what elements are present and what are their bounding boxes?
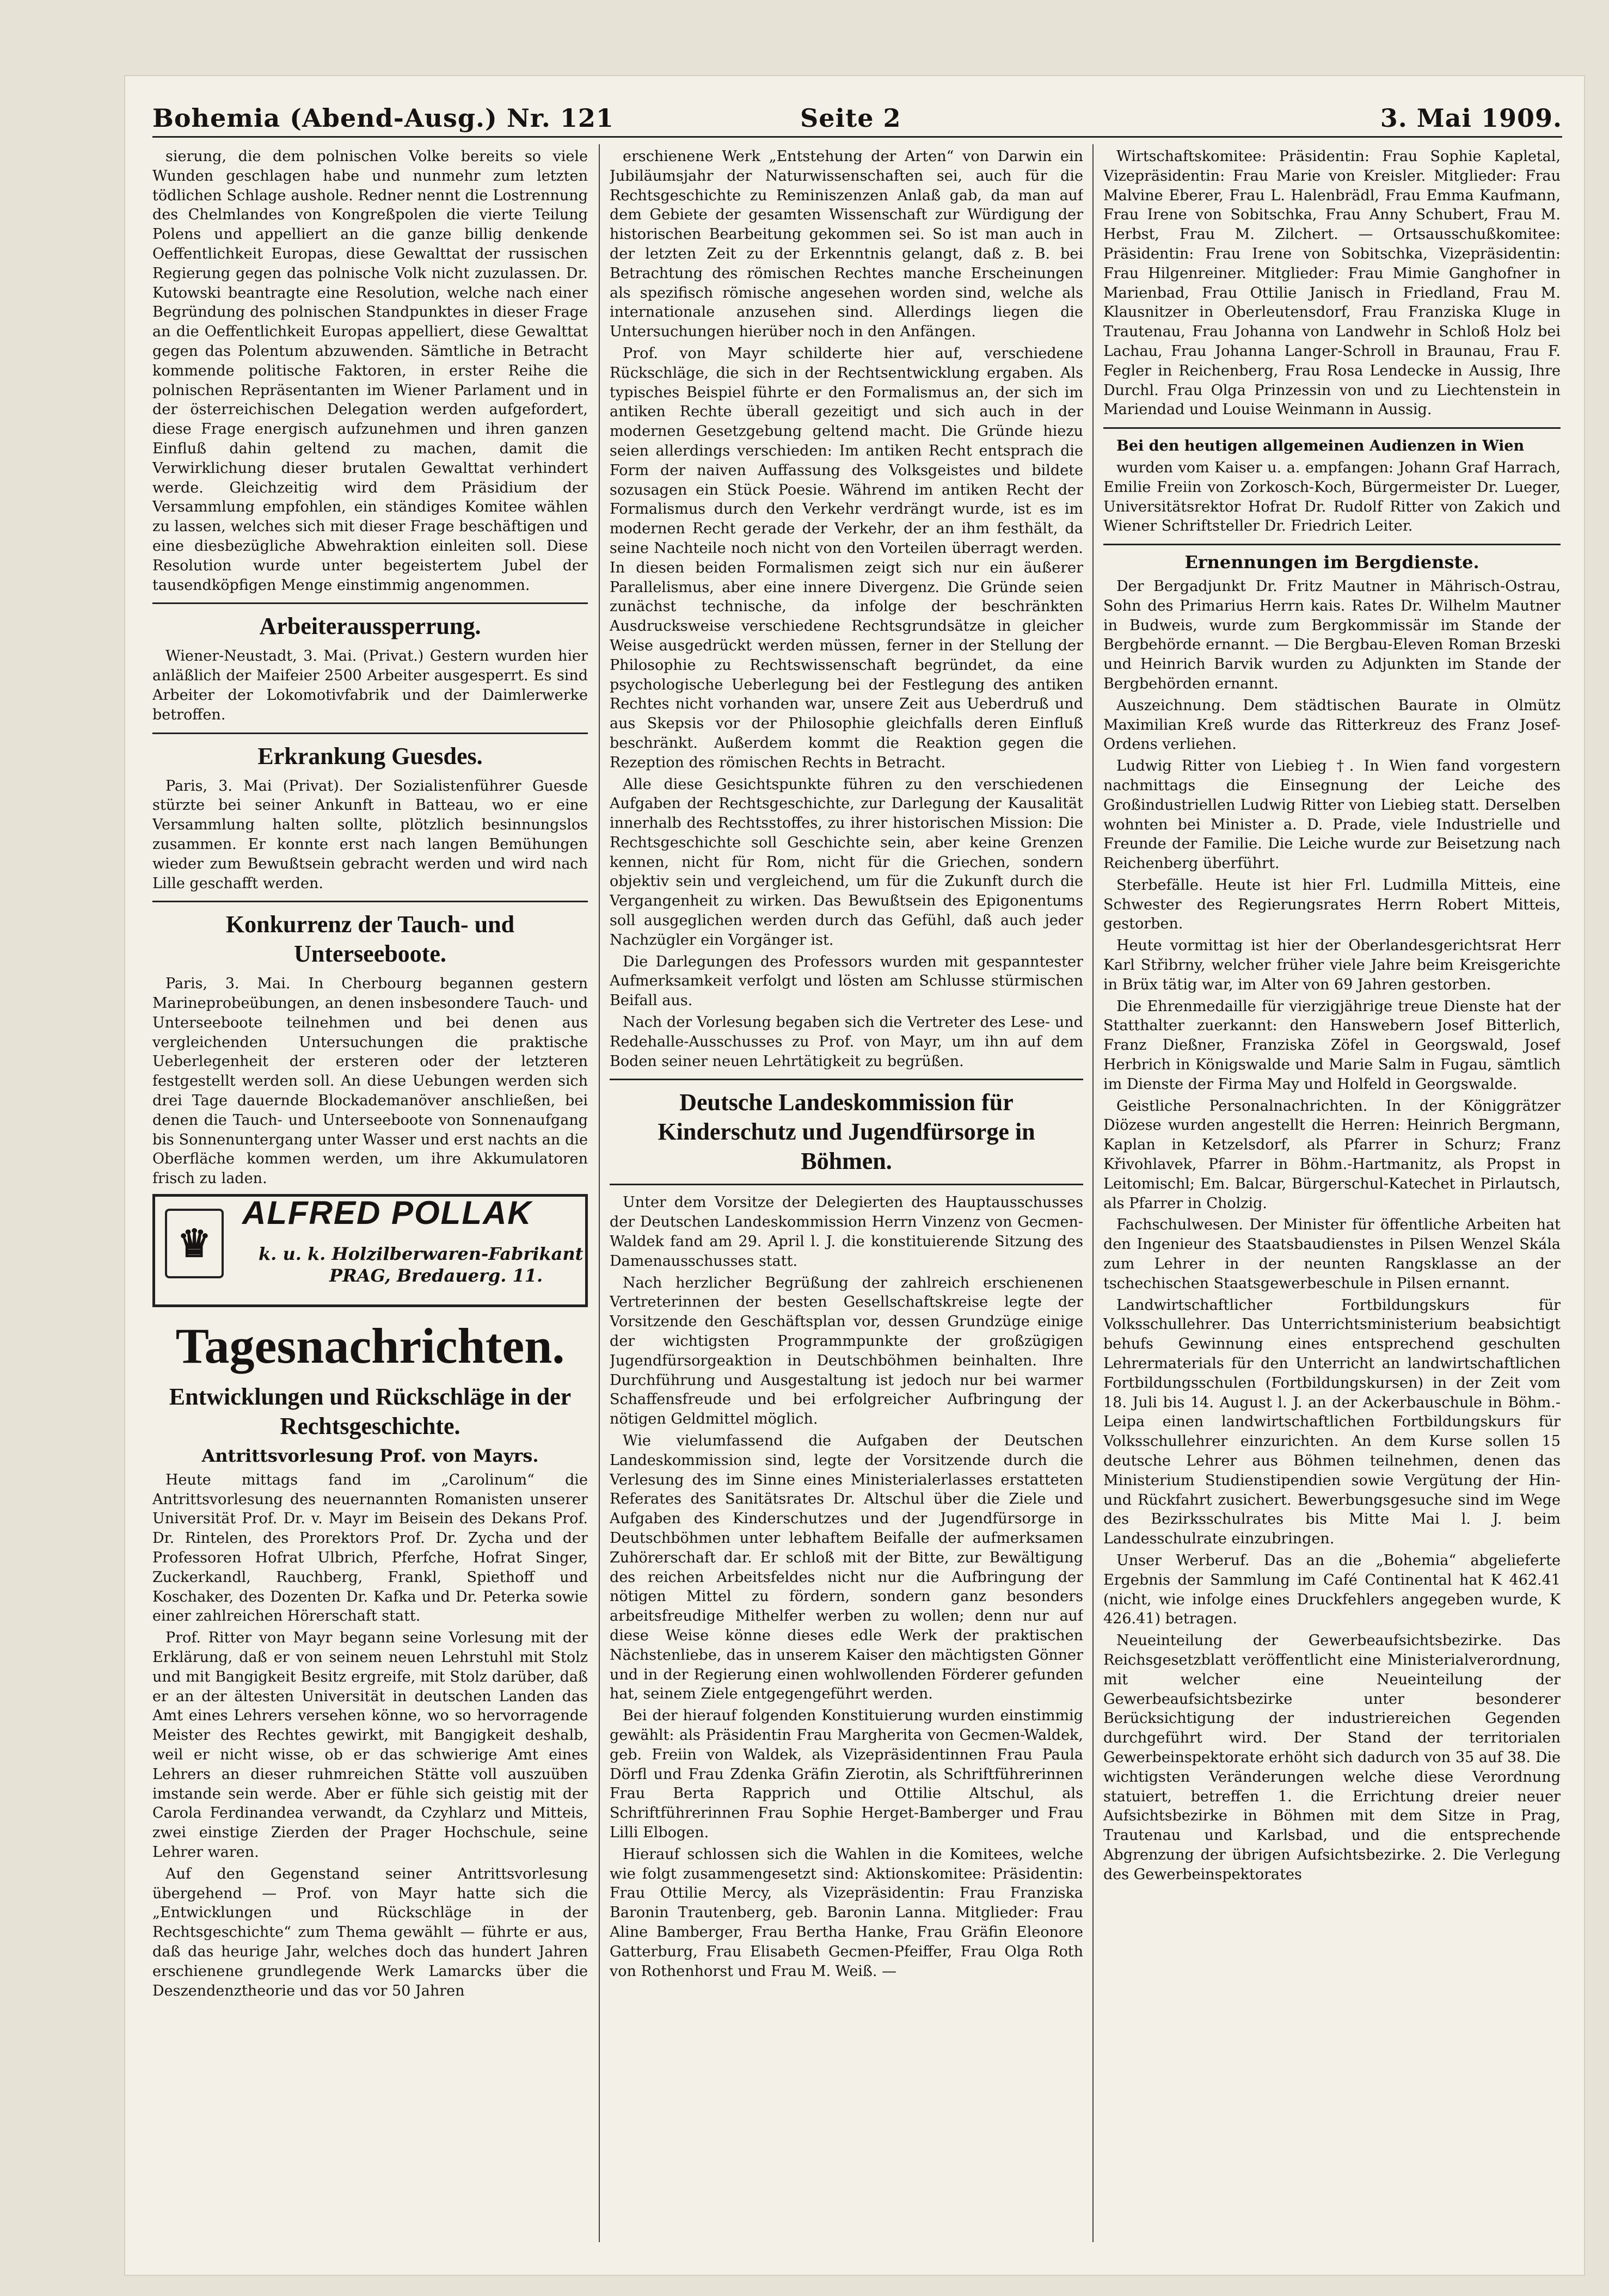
column-3 [1103,147,1561,2258]
paragraph: Die Ehrenmedaille für vierzigjährige treue Dienste hat der Statthalter zuerkannt: den Hanswebern Josef Bitterlich, Franz Dießner, Franziska Zöfel in Georgswald, Josef Herbrich in Königswalde und Marie Salm in Fugau, sämtlich im Dienste der Firma May und Holfeld in Georgswalde. [1103,998,1561,1093]
subheadline-antrittsvorlesung: Antrittsvorlesung Prof. von Mayrs. [201,1445,539,1467]
section-rule [1103,544,1561,545]
section-rule [152,901,588,902]
header-page-number: Seite 2 [800,103,901,133]
header-title: Bohemia (Abend-Ausg.) Nr. 121 [152,103,614,133]
paragraph: Auszeichnung. Dem städtischen Baurate in Olmütz Maximilian Kreß wurde das Ritterkreuz des Franz Josef-Ordens verliehen. [1103,697,1561,753]
paragraph: Paris, 3. Mai. In Cherbourg begannen gestern Marineprobeübungen, an denen insbesondere Tauch- und Unterseeboote teilnehmen und bei denen aus vergleichenden Untersuchungen die praktische Ueberlegenheit der ersteren oder der letzteren festgestellt werden soll. An diese Uebungen werden sich drei Tage dauernde Blockademanöver anschließen, bei denen die Tauch- und Unterseeboote von Sonnenaufgang bis Sonnenuntergang unter Wasser und erst nachts an die Oberfläche kommen werden, um ihre Akkumulatoren frisch zu laden. [152,975,588,1187]
paragraph: sierung, die dem polnischen Volke bereits so viele Wunden geschlagen habe und nunmehr zum letzten tödlichen Schlage aushole. Redner nennt die Lostrennung des Chelmlandes von Kongreßpolen die vierte Teilung Polens und appelliert an die ganze billig denkende Oeffentlichkeit Europas, diese Gewalttat der russischen Regierung gegen das polnische Volk nicht zuzulassen. Dr. Kutowski beantragte eine Resolution, welche nach einer Begründung des polnischen Standpunktes in dieser Frage an die Oeffentlichkeit Europas appelliert, diese Gewalttat gegen das Polentum abzuwenden. Sämtliche in Betracht kommende politische Faktoren, in erster Reihe die polnischen Repräsentanten im Wiener Parlament und in der österreichischen Delegation werden aufgefordert, diese Frage energisch aufzunehmen und ihren ganzen Einfluß dahin geltend zu machen, damit die Verwirklichung dieser brutalen Gewalttat verhindert werde. Gleichzeitig wird dem Präsidium der Versammlung empfohlen, ein ständiges Komitee wählen zu lassen, welches sich mit dieser Frage beschäftigen und eine diesbezügliche Abwehraktion einleiten soll. Diese Resolution wurde unter begeistertem Jubel der tausendköpfigen Menge einstimmig angenommen. [152,148,588,594]
column-divider [599,144,600,2242]
paragraph: Prof. von Mayr schilderte hier auf, verschiedene Rückschläge, die sich in der Rechtsentwicklung ergaben. Als typisches Beispiel führte er den Formalismus an, der sich im antiken Rechte überall gezeitigt und sich auch in der modernen Gesetzgebung geltend macht. Die Gründe hiezu seien allerdings verschieden: Im antiken Recht entsprach die Form der naiven Auffassung des Volksgeistes und bildete sozusagen ein Stück Poesie. Während im antiken Recht der Formalismus durch den Verkehr verdrängt wurde, ist es im modernen Recht gerade der Verkehr, der an ihm festhält, da seine Nachteile noch nicht von den Vorteilen überragt werden. In diesen beiden Formalismen zeigt sich nur ein äußerer Parallelismus, aber eine innere Divergenz. Die Gründe seien zunächst technische, da infolge der beschränkten Ausdrucksweise verschiedene Rechtsgrundsätze in gleicher Weise ausgedrückt werden müssen, ferner in der Stellung der Philosophie zu Rechtswissenschaft begründet, da eine psychologische Ueberlegung bei der Festlegung des antiken Rechtes nicht vorhanden war, unsere Zeit aus Ueberdruß und aus Skepsis vor der Philosophie gleichfalls deren Einfluß beschränkt. Außerdem kommt die Reaktion gegen die Rezeption des römischen Rechts in Betracht. [610,344,1083,771]
paragraph: Der Bergadjunkt Dr. Fritz Mautner in Mährisch-Ostrau, Sohn des Primarius Herrn kais. Rates Dr. Wilhelm Mautner in Budweis, wurde zum Bergkommissär im Stande der Bergbehörde ernannt. — Die Bergbau-Eleven Roman Brzeski und Heinrich Barvik wurden zu Adjunkten im Stande der Bergbehörden ernannt. [1103,577,1561,692]
header-date: 3. Mai 1909. [1380,103,1562,133]
paragraph: Geistliche Personalnachrichten. In der Königgrätzer Diözese wurden angestellt die Herren: Heinrich Bergmann, Kaplan in Ketzelsdorf, als Pfarrer in Schurz; Franz Křivohlavek, Pfarrer in Böhm.-Hartmanitz, als Propst in Leitomischl; Em. Balcar, Bürgerschul-Katechet in Pirlautsch, als Pfarrer in Cholzig. [1103,1097,1561,1212]
advertisement-alfred-pollak [152,1194,588,1307]
paragraph: wurden vom Kaiser u. a. empfangen: Johann Graf Harrach, Emilie Freiin von Zorkosch-Koch, Bürgermeister Dr. Lueger, Universitätsrektor Hofrat Dr. Rudolf Ritter von Zakich und Wiener Schriftsteller Dr. Friedrich Leiter. [1103,459,1561,535]
headline-erkrankung-guesdes: Erkrankung Guesdes. [257,742,483,770]
paragraph: Landwirtschaftlicher Fortbildungskurs für Volksschullehrer. Das Unterrichtsministerium beabsichtigt behufs Gewinnung eines entsprechend geschulten Lehrermaterials für den Unterricht an landwirtschaftlichen Fortbildungsschulen (Fortbildungskursen) in der Zeit vom 18. Juli bis 14. August l. J. an der Ackerbauschule in Böhm.-Leipa einen landwirtschaftlichen Fortbildungskurs für Volksschullehrer einzurichten. An dem Kurse sollen 15 deutsche Lehrer aus Böhmen teilnehmen, denen das Ministerium Studienstipendien sowie Vergütung der Hin- und Rückfahrt zusichert. Bewerbungsgesuche sind im Wege des Bezirksschulrates bis Mitte Mai l. J. beim Landesschulrate einzubringen. [1103,1296,1561,1548]
paragraph: Ludwig Ritter von Liebieg †. In Wien fand vorgestern nachmittags die Einsegnung der Leiche des Großindustriellen Ludwig Ritter von Liebieg statt. Derselben wohnten bei Minister a. D. Prade, viele Industrielle und Freunde der Familie. Die Leiche wurde zur Beisetzung nach Reichenberg überführt. [1103,758,1561,872]
section-title-tagesnachrichten: Tagesnachrichten. [175,1318,565,1374]
paragraph: Fachschulwesen. Der Minister für öffentliche Arbeiten hat den Ingenieur des Staatsbaudienstes in Pilsen Wenzel Skála zum Lehrer in der neunten Rangsklasse an der tschechischen Staatsgewerbeschule in Pilsen ernannt. [1103,1216,1561,1292]
ad-subtitle: k. u. k. Holzilberwaren-Fabrikant [259,1244,584,1265]
paragraph: Nach herzlicher Begrüßung der zahlreich erschienenen Vertreterinnen der besten Gesellschaftskreise legte der Vorsitzende den Geschäftsplan vor, dessen Grundzüge einige der wichtigsten Programmpunkte der großzügigen Jugendfürsorgeaktion in Deutschböhmen beinhalten. Ihre Durchführung und Ausgestaltung ist jedoch nur bei warmer Schaffensfreude und bei erfolgreicher Aufbringung der nötigen Geldmittel möglich. [610,1274,1083,1428]
paragraph: Neueinteilung der Gewerbeaufsichtsbezirke. Das Reichsgesetzblatt veröffentlicht eine Ministerialverordnung, mit welcher eine Neueinteilung der Gewerbeaufsichtsbezirke unter besonderer Berücksichtigung der industriereichen Gegenden durchgeführt wird. Der Stand der territorialen Gewerbeinspektorate erhöht sich dadurch von 35 auf 38. Die wichtigsten Veränderungen welche diese Verordnung statuiert, betreffen 1. die Errichtung dreier neuer Aufsichtsbezirke in Böhmen mit dem Sitze in Prag, Trautenau und Karlsbad, und die entsprechende Abgrenzung der übrigen Aufsichtsbezirke. 2. Die Verlegung des Gewerbeinspektorates [1103,1632,1561,1883]
paragraph: Alle diese Gesichtspunkte führen zu den verschiedenen Aufgaben der Rechtsgeschichte, zur Darlegung der Kausalität innerhalb des Rechtsstoffes, zu ihrer historischen Mission: Die Rechtsgeschichte soll Geschichte sein, aber keine Grenzen kennen, nicht für Rom, nicht für die Griechen, sondern objektiv sein und vergleichend, um für die Zukunft durch die Vergangenheit zu wirken. Das Bewußtsein des Epigonentums soll ausgeglichen werden durch das Gefühl, daß auch jeder Nachzügler ein Vorgänger ist. [610,775,1083,949]
ad-address: PRAG, Bredauerg. 11. [329,1265,543,1287]
section-rule [152,602,588,604]
paragraph: Paris, 3. Mai (Privat). Der Sozialistenführer Guesde stürzte bei seiner Ankunft in Batteau, wo er eine Versammlung halten sollte, plötzlich besinnungslos zusammen. Er konnte erst nach langen Bemühungen wieder zum Bewußtsein gebracht werden und wird nach Lille geschafft werden. [152,777,588,892]
paragraph: Heute vormittag ist hier der Oberlandesgerichtsrat Herr Karl Střibrny, welcher früher viele Jahre beim Kreisgerichte in Brüx tätig war, im Alter von 69 Jahren gestorben. [1103,937,1561,993]
column-divider [1092,144,1094,2242]
paragraph: erschienene Werk „Entstehung der Arten“ von Darwin ein Jubiläumsjahr der Naturwissenschaften sei, auch für die Rechtsgeschichte zu Reminiszenzen Anlaß gab, da man auf dem Gebiete der gesamten Wissenschaft zur Würdigung der historischen Bearbeitung gekommen sei. So ist man auch in der letzten Zeit zu der Erkenntnis gelangt, daß z. B. bei Betrachtung des römischen Rechtes manche Erscheinungen als spezifisch römische angesehen worden sind, welche als internationale anzusehen sind. Allerdings liegen die Untersuchungen hierüber noch in den Anfängen. [610,148,1083,341]
section-rule [152,732,588,734]
column-2 [610,147,1083,2258]
running-header [152,98,1562,138]
paragraph: Wie vielumfassend die Aufgaben der Deutschen Landeskommission sind, legte der Vorsitzende durch die Verlesung des im Sinne eines Ministerialerlasses erstatteten Referates des Sanitätsrates Dr. Altschul über die Ziele und Aufgaben des Kinderschutzes und der Jugendfürsorge in Deutschböhmen unter lebhaftem Beifalle der aufmerksamen Zuhörerschaft dar. Er schloß mit der Bitte, zur Bewältigung des reichen Arbeitsfeldes nicht nur die Aufbringung der nötigen Mittel zu fördern, sondern ganz besonders arbeitsfreudige Mithelfer werben zu wollen; denn nur auf diese Weise könne dieses edle Werk der praktischen Nächstenliebe, das in unserem Kaiser den mächtigsten Gönner und in der Regierung einen wohlwollenden Förderer gefunden hat, seinem Ziele entgegengeführt werden. [610,1432,1083,1703]
section-rule [1103,427,1561,429]
column-1 [152,147,588,2258]
headline-rechtsgeschichte: Entwicklungen und Rückschläge in der Rechtsgeschichte. [169,1383,572,1440]
paragraph: Die Darlegungen des Professors wurden mit gespanntester Aufmerksamkeit verfolgt und lösten am Schlusse stürmischen Beifall aus. [610,953,1083,1009]
paragraph: Wiener-Neustadt, 3. Mai. (Privat.) Gestern wurden hier anläßlich der Maifeier 2500 Arbeiter ausgesperrt. Es sind Arbeiter der Lokomotivfabrik und der Daimlerwerke betroffen. [152,648,588,723]
paragraph: Bei der hierauf folgenden Konstituierung wurden einstimmig gewählt: als Präsidentin Frau Margherita von Gecmen-Waldek, geb. Freiin von Waldek, als Vizepräsidentinnen Frau Paula Dörfl und Frau Zdenka Gräfin Zierotin, als Schriftführerinnen Frau Berta Rapprich und Ottilie Altschul, als Schriftführerinnen Frau Sophie Herget-Bamberger und Frau Lilli Elbogen. [610,1707,1083,1841]
paragraph: Unser Werberuf. Das an die „Bohemia“ abgelieferte Ergebnis der Sammlung im Café Continental hat K 462.41 (nicht, wie infolge eines Druckfehlers angegeben wurde, K 426.41) betragen. [1103,1552,1561,1628]
headline-ernennungen: Ernennungen im Bergdienste. [1184,552,1479,573]
section-rule [610,1079,1083,1080]
paragraph: Wirtschaftskomitee: Präsidentin: Frau Sophie Kapletal, Vizepräsidentin: Frau Marie von Kreisler. Mitglieder: Frau Malvine Eberer, Frau L. Halenbrädl, Frau Emma Kaufmann, Frau Irene von Sobitschka, Frau Anny Schubert, Frau M. Herbst, Frau M. Zilchert. — Ortsausschußkomitee: Präsidentin: Frau Irene von Sobitschka, Vizepräsidentin: Frau Hilgenreiner. Mitglieder: Frau Mimie Ganghofner in Marienbad, Frau Ottilie Janisch in Friedland, Frau M. Klausnitzer in Oberleutensdorf, Frau Franziska Kluge in Trautenau, Frau Johanna von Landwehr in Schloß Holz bei Lachau, Frau Johanna Langer-Schroll in Braunau, Frau F. Fegler in Reichenberg, Frau Rosa Lendecke in Aussig, Ihre Durchl. Frau Olga Prinzessin von und zu Liechtenstein in Mariendad und Louise Weinmann in Aussig. [1103,148,1561,418]
ad-company-name: ALFRED POLLAK [242,1195,532,1232]
paragraph: Auf den Gegenstand seiner Antrittsvorlesung übergehend — Prof. von Mayr hatte sich die „Entwicklungen und Rückschläge in der Rechtsgeschichte“ zum Thema gewählt — führte er aus, daß das heurige Jahr, welches doch das hundert Jahren erschienene grundlegende Werk Lamarcks über die Deszendenztheorie und das vor 50 Jahren [152,1865,588,1999]
newspaper-page [125,76,1584,2275]
ad-logo-emblem: ♛ [165,1209,224,1278]
headline-konkurrenz: Konkurrenz der Tauch- und Unterseeboote. [225,911,515,968]
headline-landeskommission: Deutsche Landeskommission für Kinderschutz und Jugendfürsorge in Böhmen. [658,1089,1035,1175]
paragraph: Hierauf schlossen sich die Wahlen in die Komitees, welche wie folgt zusammengesetzt sind: Aktionskomitee: Präsidentin: Frau Ottilie Mercy, als Vizepräsidentin: Frau Franziska Baronin Trautenberg, geb. Baronin Lanna. Mitglieder: Frau Aline Bamberger, Frau Bertha Hanke, Frau Gräfin Eleonore Gatterburg, Frau Elisabeth Gecmen-Pfeiffer, Frau Olga Roth von Rothenhorst und Frau M. Weiß. — [610,1845,1083,1980]
paragraph: Sterbefälle. Heute ist hier Frl. Ludmilla Mitteis, eine Schwester des Regierungsrates Herrn Robert Mitteis, gestorben. [1103,876,1561,933]
section-rule [610,1184,1083,1185]
paragraph: Heute mittags fand im „Carolinum“ die Antrittsvorlesung des neuernannten Romanisten unserer Universität Prof. Dr. v. Mayr im Beisein des Dekans Prof. Dr. Rintelen, des Prorektors Prof. Dr. Zycha und der Professoren Hofrat Ulbrich, Pferfche, Hofrat Singer, Zuckerkandl, Rauchberg, Frankl, Spiethoff und Koschaker, des Dozenten Dr. Kafka und Dr. Peterka sowie einer zahlreichen Hörerschaft statt. [152,1471,588,1625]
paragraph: Unter dem Vorsitze der Delegierten des Hauptausschusses der Deutschen Landeskommission Herrn Vinzenz von Gecmen-Waldek fand am 29. April l. J. die konstituierende Sitzung des Damenausschusses statt. [610,1194,1083,1270]
headline-arbeiteraussperrung: Arbeiteraussperrung. [259,613,481,640]
paragraph: Nach der Vorlesung begaben sich die Vertreter des Lese- und Redehalle-Ausschusses zu Prof. von Mayr, um ihn auf dem Boden seiner neuen Lehrtätigkeit zu begrüßen. [610,1014,1083,1070]
headline-audienzen: Bei den heutigen allgemeinen Audienzen in Wien [1116,438,1525,455]
paragraph: Prof. Ritter von Mayr begann seine Vorlesung mit der Erklärung, daß er von seinem neuen Lehrstuhl mit Stolz und mit Bangigkeit Besitz ergreife, mit Stolz darüber, daß er an der ältesten Universität in deutschen Landen das Amt eines Lehrers versehen könne, wo so hervorragende Meister des Rechtes gewirkt, mit Bangigkeit deshalb, weil er nicht wisse, ob er das schwierige Amt eines Lehrers an dieser ruhmreichen Stätte voll auszuüben imstande sein werde. Aber er fühle sich geistig mit der Carola Ferdinandea verwandt, da Czyhlarz und Mitteis, zwei einstige Zierden der Prager Hochschule, seine Lehrer waren. [152,1629,588,1861]
